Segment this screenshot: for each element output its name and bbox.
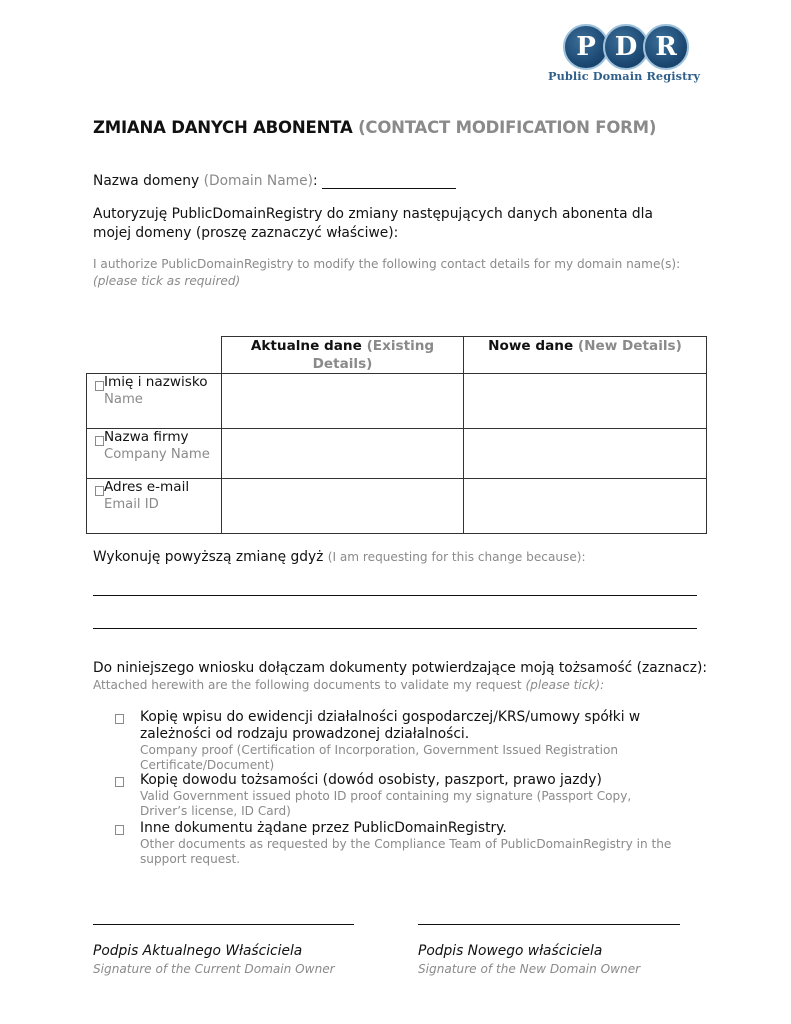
doc-item-en: Company proof (Certification of Incorporation, Government Issued Registration Certificate/Document) (140, 743, 619, 772)
company-new-cell[interactable] (464, 429, 707, 479)
domain-name-label: Nazwa domeny (93, 173, 200, 189)
row-label-en: Name (104, 392, 143, 407)
signature-current-pl: Podpis Aktualnego Właściciela (93, 943, 303, 959)
authorization-text-pl: Autoryzuję PublicDomainRegistry do zmiany następujących danych abonenta dla mojej domeny (proszę zaznaczyć właściwe): (93, 206, 653, 241)
title-sub: (CONTACT MODIFICATION FORM) (358, 118, 657, 137)
list-item (115, 709, 715, 773)
signature-new-en: Signature of the New Domain Owner (418, 962, 641, 976)
row-label-email (87, 479, 222, 534)
id-proof-checkbox[interactable] (115, 777, 124, 787)
pdr-logo (545, 22, 705, 84)
table-header-new (464, 337, 707, 374)
logo-letter-p: P (563, 24, 609, 70)
reason-row (93, 549, 586, 565)
row-label-pl: Imię i nazwisko (104, 374, 208, 390)
company-proof-checkbox[interactable] (115, 714, 124, 724)
logo-letter-r: R (643, 24, 689, 70)
documents-intro-en (93, 678, 604, 692)
table-row (87, 479, 707, 534)
doc-item-pl: Kopię wpisu do ewidencji działalności gospodarczej/KRS/umowy spółki w zależności od rodzaju prowadzonej działalności. (140, 709, 641, 742)
domain-name-label-en: (Domain Name) (203, 173, 313, 189)
row-label-name (87, 374, 222, 429)
documents-intro-pl: Do niniejszego wniosku dołączam dokumenty potwierdzające moją tożsamość (zaznacz): (93, 660, 707, 676)
reason-label: Wykonuję powyższą zmianę gdyż (93, 549, 324, 565)
logo-text: Public Domain Registry (548, 69, 701, 83)
domain-name-field[interactable] (322, 174, 456, 189)
table-header-empty (87, 337, 222, 374)
row-label-en: Email ID (104, 497, 159, 512)
authorization-en-main: I authorize PublicDomainRegistry to modify the following contact details for my domain name(s): (93, 257, 681, 271)
signature-current-en: Signature of the Current Domain Owner (93, 962, 335, 976)
table-row (87, 429, 707, 479)
email-new-cell[interactable] (464, 479, 707, 534)
reason-line-1[interactable] (93, 595, 697, 596)
header-new-label: Nowe dane (488, 338, 574, 354)
row-label-pl: Nazwa firmy (104, 429, 189, 445)
name-checkbox[interactable] (95, 381, 104, 391)
list-item (115, 772, 715, 819)
name-existing-cell[interactable] (222, 374, 464, 429)
logo-letter-d: D (603, 24, 649, 70)
row-label-company (87, 429, 222, 479)
contact-details-table (86, 336, 707, 534)
signature-line-new[interactable] (418, 924, 680, 925)
doc-item-pl: Kopię dowodu tożsamości (dowód osobisty, paszport, prawo jazdy) (140, 772, 602, 788)
row-label-pl: Adres e-mail (104, 479, 190, 495)
company-existing-cell[interactable] (222, 429, 464, 479)
title-main: ZMIANA DANYCH ABONENTA (93, 118, 353, 137)
signature-new-pl: Podpis Nowego właściciela (418, 943, 603, 959)
documents-intro-en-note: (please tick): (525, 678, 605, 692)
email-checkbox[interactable] (95, 486, 104, 496)
authorization-en-note: (please tick as required) (93, 274, 241, 288)
doc-item-en: Valid Government issued photo ID proof containing my signature (Passport Copy, Driver’s license, ID Card) (140, 789, 632, 818)
authorization-text-en (93, 256, 713, 290)
other-docs-checkbox[interactable] (115, 825, 124, 835)
email-existing-cell[interactable] (222, 479, 464, 534)
signature-line-current[interactable] (93, 924, 354, 925)
header-existing-en: (Existing Details) (312, 338, 435, 372)
table-header-existing (222, 337, 464, 374)
reason-line-2[interactable] (93, 628, 697, 629)
documents-intro-en-main: Attached herewith are the following documents to validate my request (93, 678, 522, 692)
header-existing-label: Aktualne dane (250, 338, 362, 354)
page-title (93, 118, 656, 137)
table-header-row (87, 337, 707, 374)
domain-name-colon: : (312, 173, 318, 189)
table-row (87, 374, 707, 429)
doc-item-pl: Inne dokumentu żądane przez PublicDomainRegistry. (140, 820, 507, 836)
list-item (115, 820, 715, 867)
reason-label-en: (I am requesting for this change because): (327, 550, 586, 564)
row-label-en: Company Name (104, 447, 210, 462)
doc-item-en: Other documents as requested by the Compliance Team of PublicDomainRegistry in the support request. (140, 837, 672, 866)
header-new-en: (New Details) (577, 338, 682, 354)
name-new-cell[interactable] (464, 374, 707, 429)
domain-name-row (93, 173, 456, 189)
company-checkbox[interactable] (95, 436, 104, 446)
